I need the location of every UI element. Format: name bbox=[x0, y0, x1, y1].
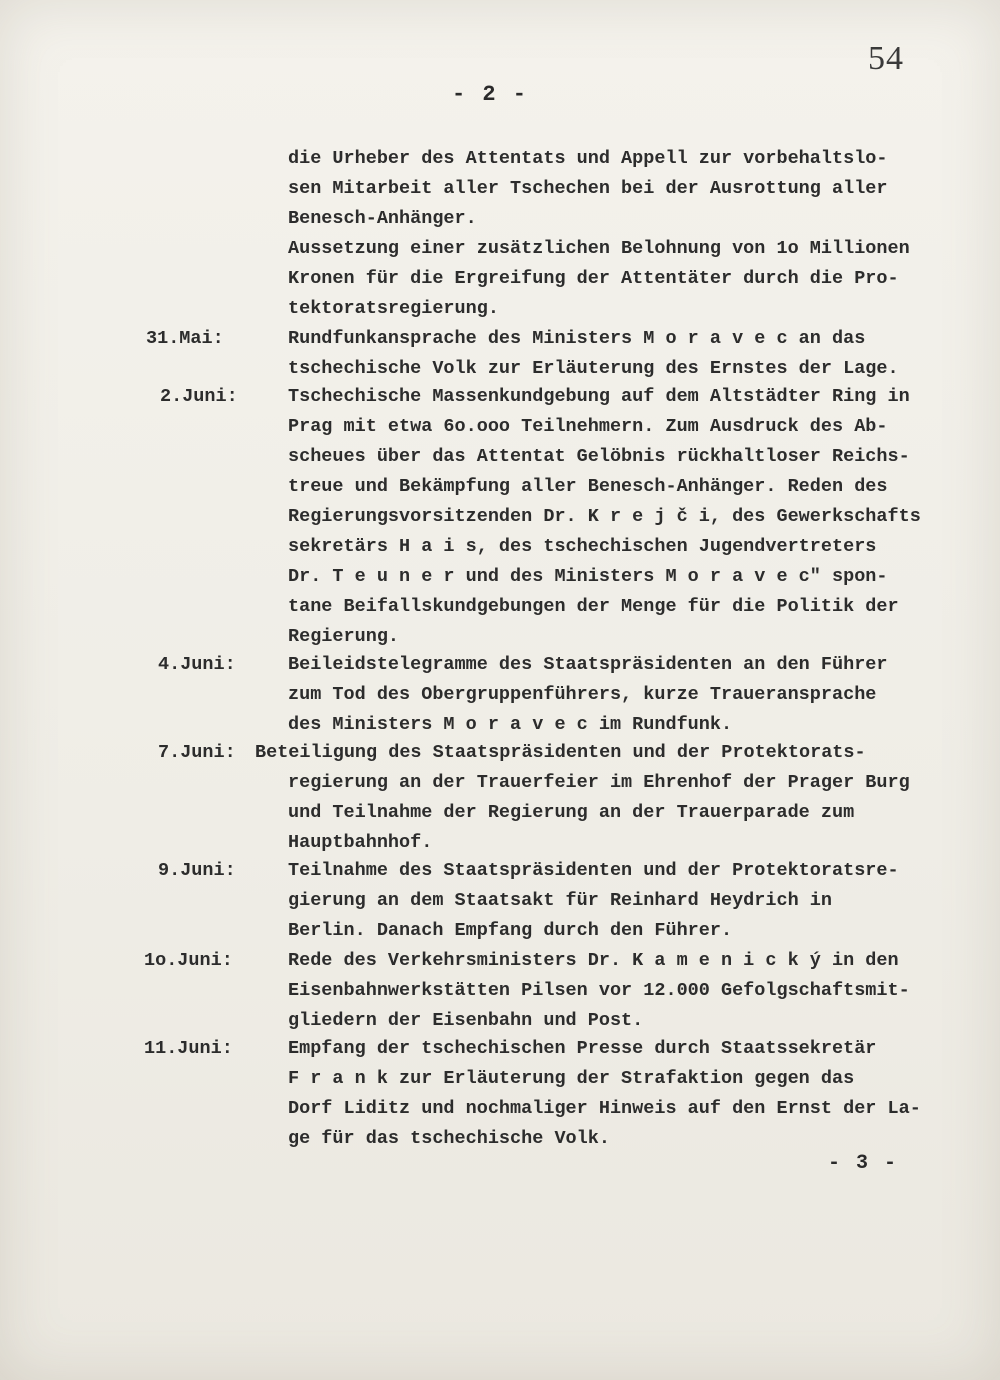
entry-text bbox=[288, 324, 978, 384]
text-line: Dr. T e u n e r und des Ministers M o r a v e c" spon- bbox=[288, 566, 888, 587]
text-line: und Teilnahme der Regierung an der Trauerparade zum bbox=[288, 802, 855, 823]
text-line: Regierungsvorsitzenden Dr. K r e j č i, des Gewerkschafts bbox=[288, 506, 921, 527]
page-number-bottom: - 3 - bbox=[828, 1152, 899, 1175]
page-number-top: - 2 - bbox=[452, 82, 529, 107]
text-line: Hauptbahnhof. bbox=[288, 832, 433, 853]
text-line: des Ministers M o r a v e c im Rundfunk. bbox=[288, 714, 733, 735]
text-line: regierung an der Trauerfeier im Ehrenhof der Prager Burg bbox=[288, 772, 910, 793]
text-line: die Urheber des Attentats und Appell zur vorbehaltslo- bbox=[288, 148, 888, 169]
text-line: zum Tod des Obergruppenführers, kurze Traueransprache bbox=[288, 684, 877, 705]
entry-text bbox=[255, 738, 980, 858]
text-line: Benesch-Anhänger. bbox=[288, 208, 477, 229]
text-line: Prag mit etwa 6o.ooo Teilnehmern. Zum Ausdruck des Ab- bbox=[288, 416, 888, 437]
text-line: tektoratsregierung. bbox=[288, 298, 499, 319]
text-line: Teilnahme des Staatspräsidenten und der Protektoratsre- bbox=[288, 860, 899, 881]
text-line: Tschechische Massenkundgebung auf dem Altstädter Ring in bbox=[288, 386, 910, 407]
text-line: Aussetzung einer zusätzlichen Belohnung von 1o Millionen bbox=[288, 238, 910, 259]
text-line: tschechische Volk zur Erläuterung des Ernstes der Lage. bbox=[288, 358, 899, 379]
entry-text bbox=[288, 650, 978, 740]
intro-paragraph bbox=[288, 144, 978, 324]
text-line: Kronen für die Ergreifung der Attentäter durch die Pro- bbox=[288, 268, 899, 289]
entry-date: 1o.Juni: bbox=[144, 950, 233, 971]
folio-number: 54 bbox=[868, 40, 904, 77]
text-line: sen Mitarbeit aller Tschechen bei der Ausrottung aller bbox=[288, 178, 888, 199]
text-line: scheues über das Attentat Gelöbnis rückhaltloser Reichs- bbox=[288, 446, 910, 467]
text-line: Eisenbahnwerkstätten Pilsen vor 12.000 Gefolgschaftsmit- bbox=[288, 980, 910, 1001]
entry-date: 31.Mai: bbox=[146, 328, 224, 349]
entry-date: 11.Juni: bbox=[144, 1038, 233, 1059]
text-line: Berlin. Danach Empfang durch den Führer. bbox=[288, 920, 733, 941]
text-line: treue und Bekämpfung aller Benesch-Anhänger. Reden des bbox=[288, 476, 888, 497]
text-line: Regierung. bbox=[288, 626, 400, 647]
text-line: Dorf Liditz und nochmaliger Hinweis auf den Ernst der La- bbox=[288, 1098, 921, 1119]
entry-text bbox=[288, 382, 978, 652]
text-line: sekretärs H a i s, des tschechischen Jugendvertreters bbox=[288, 536, 877, 557]
text-line: Empfang der tschechischen Presse durch Staatssekretär bbox=[288, 1038, 877, 1059]
entry-text bbox=[288, 1034, 978, 1154]
text-line: Beileidstelegramme des Staatspräsidenten an den Führer bbox=[288, 654, 888, 675]
text-line: Rundfunkansprache des Ministers M o r a v e c an das bbox=[288, 328, 866, 349]
text-line: tane Beifallskundgebungen der Menge für die Politik der bbox=[288, 596, 899, 617]
entry-text bbox=[288, 946, 978, 1036]
entry-text bbox=[288, 856, 978, 946]
text-line: gliedern der Eisenbahn und Post. bbox=[288, 1010, 644, 1031]
text-line: gierung an dem Staatsakt für Reinhard Heydrich in bbox=[288, 890, 832, 911]
entry-date: 7.Juni: bbox=[158, 742, 236, 763]
entry-date: 9.Juni: bbox=[158, 860, 236, 881]
entry-date: 4.Juni: bbox=[158, 654, 236, 675]
text-line: Rede des Verkehrsministers Dr. K a m e n i c k ý in den bbox=[288, 950, 899, 971]
entry-date: 2.Juni: bbox=[160, 386, 238, 407]
text-line: ge für das tschechische Volk. bbox=[288, 1128, 610, 1149]
text-line: Beteiligung des Staatspräsidenten und der Protektorats- bbox=[255, 742, 866, 763]
text-line: F r a n k zur Erläuterung der Strafaktion gegen das bbox=[288, 1068, 855, 1089]
